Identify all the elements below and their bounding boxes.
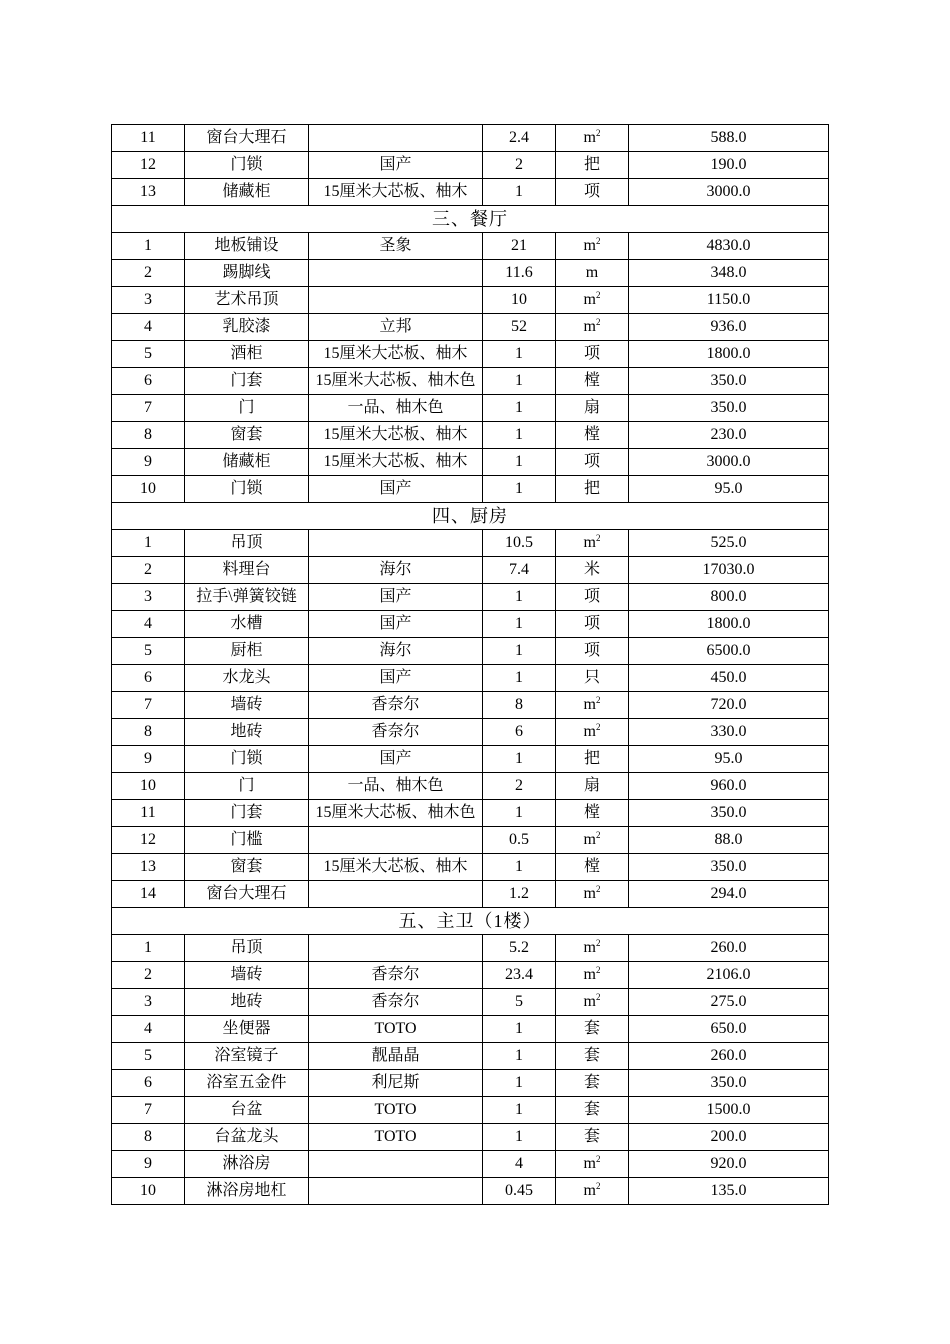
item-name-cell: 拉手\弹簧铰链 (185, 584, 309, 611)
item-name-cell: 厨柜 (185, 638, 309, 665)
table-row (112, 260, 829, 287)
amount-cell: 95.0 (629, 476, 829, 503)
unit-cell: 项 (556, 449, 629, 476)
table-row (112, 989, 829, 1016)
item-number-cell: 2 (112, 260, 185, 287)
item-name-cell: 吊顶 (185, 530, 309, 557)
quantity-cell: 1 (483, 368, 556, 395)
unit-cell: $m^2$ (556, 287, 629, 314)
amount-cell: 800.0 (629, 584, 829, 611)
item-number-cell: 11 (112, 125, 185, 152)
brand-spec-cell: 海尔 (309, 557, 483, 584)
item-name-cell: 乳胶漆 (185, 314, 309, 341)
table-row (112, 881, 829, 908)
unit-cell: 套 (556, 1043, 629, 1070)
table-row (112, 854, 829, 881)
quantity-cell: 10.5 (483, 530, 556, 557)
table-row (112, 584, 829, 611)
amount-cell: 1800.0 (629, 341, 829, 368)
amount-cell: 330.0 (629, 719, 829, 746)
unit-cell: 套 (556, 1124, 629, 1151)
table-row (112, 962, 829, 989)
unit-cell: $m^2$ (556, 530, 629, 557)
item-name-cell: 门 (185, 395, 309, 422)
amount-cell: 960.0 (629, 773, 829, 800)
quantity-cell: 1 (483, 449, 556, 476)
item-number-cell: 3 (112, 584, 185, 611)
item-number-cell: 6 (112, 368, 185, 395)
item-name-cell: 艺术吊顶 (185, 287, 309, 314)
unit-cell: 樘 (556, 800, 629, 827)
quantity-cell: 6 (483, 719, 556, 746)
brand-spec-cell: 国产 (309, 611, 483, 638)
table-row (112, 827, 829, 854)
brand-spec-cell: 15厘米大芯板、柚木色 (309, 368, 483, 395)
brand-spec-cell: 立邦 (309, 314, 483, 341)
superscript-two: 2 (595, 236, 601, 246)
brand-spec-cell (309, 125, 483, 152)
item-number-cell: 13 (112, 179, 185, 206)
brand-spec-cell: 一品、柚木色 (309, 773, 483, 800)
item-number-cell: 5 (112, 638, 185, 665)
item-number-cell: 5 (112, 1043, 185, 1070)
unit-cell: $m^2$ (556, 1178, 629, 1205)
table-row (112, 287, 829, 314)
amount-cell: 4830.0 (629, 233, 829, 260)
brand-spec-cell: 国产 (309, 746, 483, 773)
quantity-cell: 5 (483, 989, 556, 1016)
brand-spec-cell: 利尼斯 (309, 1070, 483, 1097)
item-name-cell: 浴室五金件 (185, 1070, 309, 1097)
item-name-cell: 踢脚线 (185, 260, 309, 287)
quantity-cell: 23.4 (483, 962, 556, 989)
brand-spec-cell: TOTO (309, 1124, 483, 1151)
table-row (112, 1151, 829, 1178)
item-name-cell: 水龙头 (185, 665, 309, 692)
amount-cell: 95.0 (629, 746, 829, 773)
table-row (112, 314, 829, 341)
table-row (112, 1043, 829, 1070)
unit-cell: 把 (556, 152, 629, 179)
item-number-cell: 8 (112, 422, 185, 449)
unit-cell: 樘 (556, 422, 629, 449)
brand-spec-cell: 国产 (309, 665, 483, 692)
brand-spec-cell (309, 287, 483, 314)
unit-cell: $m^2$ (556, 719, 629, 746)
amount-cell: 3000.0 (629, 449, 829, 476)
item-name-cell: 地砖 (185, 989, 309, 1016)
item-name-cell: 窗台大理石 (185, 881, 309, 908)
item-number-cell: 13 (112, 854, 185, 881)
amount-cell: 936.0 (629, 314, 829, 341)
brand-spec-cell: 国产 (309, 476, 483, 503)
unit-cell: 樘 (556, 854, 629, 881)
item-number-cell: 11 (112, 800, 185, 827)
section-title: 四、厨房 (112, 503, 829, 530)
item-name-cell: 门锁 (185, 746, 309, 773)
quantity-cell: 1 (483, 476, 556, 503)
table-row (112, 179, 829, 206)
item-name-cell: 地板铺设 (185, 233, 309, 260)
item-number-cell: 7 (112, 692, 185, 719)
item-name-cell: 水槽 (185, 611, 309, 638)
item-name-cell: 浴室镜子 (185, 1043, 309, 1070)
table-row (112, 800, 829, 827)
item-name-cell: 吊顶 (185, 935, 309, 962)
item-number-cell: 8 (112, 719, 185, 746)
brand-spec-cell (309, 530, 483, 557)
item-number-cell: 4 (112, 1016, 185, 1043)
unit-cell: 套 (556, 1097, 629, 1124)
brand-spec-cell: 15厘米大芯板、柚木 (309, 422, 483, 449)
item-number-cell: 5 (112, 341, 185, 368)
table-body (112, 125, 829, 1205)
quantity-cell: 2 (483, 152, 556, 179)
item-number-cell: 14 (112, 881, 185, 908)
table-row (112, 233, 829, 260)
quantity-cell: 1 (483, 341, 556, 368)
item-name-cell: 门锁 (185, 476, 309, 503)
table-row (112, 476, 829, 503)
superscript-two: 2 (595, 317, 601, 327)
unit-cell: $m^2$ (556, 935, 629, 962)
amount-cell: 260.0 (629, 1043, 829, 1070)
unit-cell: $m^2$ (556, 314, 629, 341)
unit-cell: 米 (556, 557, 629, 584)
unit-cell: $m^2$ (556, 962, 629, 989)
item-number-cell: 6 (112, 665, 185, 692)
item-number-cell: 4 (112, 314, 185, 341)
unit-cell: $m^2$ (556, 989, 629, 1016)
quantity-cell: 10 (483, 287, 556, 314)
unit-cell: $m^2$ (556, 881, 629, 908)
unit-cell: 项 (556, 341, 629, 368)
item-name-cell: 台盆 (185, 1097, 309, 1124)
brand-spec-cell: TOTO (309, 1097, 483, 1124)
amount-cell: 348.0 (629, 260, 829, 287)
table-row (112, 611, 829, 638)
quantity-cell: 1 (483, 854, 556, 881)
item-number-cell: 8 (112, 1124, 185, 1151)
quantity-cell: 1 (483, 665, 556, 692)
unit-cell: $m^2$ (556, 827, 629, 854)
brand-spec-cell: 15厘米大芯板、柚木色 (309, 800, 483, 827)
item-number-cell: 2 (112, 962, 185, 989)
amount-cell: 350.0 (629, 800, 829, 827)
table-row (112, 746, 829, 773)
brand-spec-cell (309, 827, 483, 854)
amount-cell: 650.0 (629, 1016, 829, 1043)
unit-cell: $m^2$ (556, 125, 629, 152)
quantity-cell: 1 (483, 395, 556, 422)
item-number-cell: 7 (112, 1097, 185, 1124)
item-number-cell: 10 (112, 773, 185, 800)
quantity-cell: 1 (483, 584, 556, 611)
section-header-row (112, 503, 829, 530)
table-row (112, 935, 829, 962)
unit-cell: 把 (556, 476, 629, 503)
item-name-cell: 门 (185, 773, 309, 800)
brand-spec-cell: 圣象 (309, 233, 483, 260)
section-title: 五、主卫（1楼） (112, 908, 829, 935)
quantity-cell: 1 (483, 800, 556, 827)
table-row (112, 1178, 829, 1205)
table-row (112, 665, 829, 692)
superscript-two: 2 (595, 992, 601, 1002)
amount-cell: 230.0 (629, 422, 829, 449)
quantity-cell: 8 (483, 692, 556, 719)
table-row (112, 341, 829, 368)
item-name-cell: 坐便器 (185, 1016, 309, 1043)
superscript-two: 2 (595, 128, 601, 138)
unit-cell: $m^2$ (556, 1151, 629, 1178)
brand-spec-cell (309, 1178, 483, 1205)
unit-cell: 只 (556, 665, 629, 692)
quantity-cell: 7.4 (483, 557, 556, 584)
amount-cell: 2106.0 (629, 962, 829, 989)
item-number-cell: 1 (112, 233, 185, 260)
amount-cell: 294.0 (629, 881, 829, 908)
item-name-cell: 窗台大理石 (185, 125, 309, 152)
item-name-cell: 门锁 (185, 152, 309, 179)
superscript-two: 2 (595, 695, 601, 705)
section-header-row (112, 206, 829, 233)
item-number-cell: 9 (112, 449, 185, 476)
quantity-cell: 1 (483, 1070, 556, 1097)
table-row (112, 692, 829, 719)
amount-cell: 920.0 (629, 1151, 829, 1178)
brand-spec-cell: 15厘米大芯板、柚木 (309, 449, 483, 476)
amount-cell: 588.0 (629, 125, 829, 152)
table-row (112, 422, 829, 449)
table-row (112, 1124, 829, 1151)
item-name-cell: 淋浴房 (185, 1151, 309, 1178)
unit-cell: 把 (556, 746, 629, 773)
unit-cell: 樘 (556, 368, 629, 395)
quantity-cell: 1 (483, 1124, 556, 1151)
brand-spec-cell: 15厘米大芯板、柚木 (309, 341, 483, 368)
amount-cell: 525.0 (629, 530, 829, 557)
quantity-cell: 1.2 (483, 881, 556, 908)
quantity-cell: 52 (483, 314, 556, 341)
item-name-cell: 酒柜 (185, 341, 309, 368)
item-name-cell: 门套 (185, 800, 309, 827)
quantity-cell: 21 (483, 233, 556, 260)
item-name-cell: 淋浴房地杠 (185, 1178, 309, 1205)
superscript-two: 2 (595, 965, 601, 975)
unit-cell: 项 (556, 584, 629, 611)
item-number-cell: 7 (112, 395, 185, 422)
item-number-cell: 10 (112, 476, 185, 503)
unit-cell: 项 (556, 638, 629, 665)
brand-spec-cell: TOTO (309, 1016, 483, 1043)
brand-spec-cell: 海尔 (309, 638, 483, 665)
amount-cell: 350.0 (629, 395, 829, 422)
table-row (112, 530, 829, 557)
amount-cell: 350.0 (629, 368, 829, 395)
item-number-cell: 4 (112, 611, 185, 638)
amount-cell: 190.0 (629, 152, 829, 179)
item-number-cell: 9 (112, 1151, 185, 1178)
renovation-quote-table (111, 124, 829, 1205)
item-name-cell: 门槛 (185, 827, 309, 854)
item-number-cell: 2 (112, 557, 185, 584)
unit-cell: 套 (556, 1070, 629, 1097)
superscript-two: 2 (595, 533, 601, 543)
amount-cell: 3000.0 (629, 179, 829, 206)
quantity-cell: 5.2 (483, 935, 556, 962)
brand-spec-cell: 靓晶晶 (309, 1043, 483, 1070)
table-row (112, 773, 829, 800)
amount-cell: 350.0 (629, 854, 829, 881)
amount-cell: 6500.0 (629, 638, 829, 665)
table-row (112, 719, 829, 746)
item-name-cell: 台盆龙头 (185, 1124, 309, 1151)
brand-spec-cell: 香奈尔 (309, 989, 483, 1016)
item-number-cell: 3 (112, 287, 185, 314)
superscript-two: 2 (595, 830, 601, 840)
quantity-cell: 11.6 (483, 260, 556, 287)
item-name-cell: 储藏柜 (185, 449, 309, 476)
item-number-cell: 12 (112, 152, 185, 179)
table-row (112, 557, 829, 584)
quantity-cell: 4 (483, 1151, 556, 1178)
quantity-cell: 1 (483, 1097, 556, 1124)
brand-spec-cell: 香奈尔 (309, 962, 483, 989)
brand-spec-cell: 一品、柚木色 (309, 395, 483, 422)
brand-spec-cell: 香奈尔 (309, 692, 483, 719)
item-name-cell: 墙砖 (185, 692, 309, 719)
quantity-cell: 1 (483, 746, 556, 773)
item-name-cell: 窗套 (185, 854, 309, 881)
table-row (112, 152, 829, 179)
brand-spec-cell (309, 260, 483, 287)
quote-table-container (111, 124, 828, 1205)
section-title: 三、餐厅 (112, 206, 829, 233)
brand-spec-cell: 国产 (309, 152, 483, 179)
amount-cell: 275.0 (629, 989, 829, 1016)
unit-cell: 套 (556, 1016, 629, 1043)
amount-cell: 17030.0 (629, 557, 829, 584)
amount-cell: 1500.0 (629, 1097, 829, 1124)
brand-spec-cell: 15厘米大芯板、柚木 (309, 179, 483, 206)
item-number-cell: 6 (112, 1070, 185, 1097)
unit-cell: 项 (556, 611, 629, 638)
quantity-cell: 1 (483, 179, 556, 206)
amount-cell: 135.0 (629, 1178, 829, 1205)
item-name-cell: 地砖 (185, 719, 309, 746)
quantity-cell: 2.4 (483, 125, 556, 152)
section-header-row (112, 908, 829, 935)
brand-spec-cell (309, 1151, 483, 1178)
superscript-two: 2 (595, 1154, 601, 1164)
unit-cell: 项 (556, 179, 629, 206)
unit-cell: 扇 (556, 395, 629, 422)
superscript-two: 2 (595, 290, 601, 300)
table-row (112, 395, 829, 422)
table-row (112, 449, 829, 476)
quantity-cell: 1 (483, 638, 556, 665)
item-number-cell: 3 (112, 989, 185, 1016)
quantity-cell: 1 (483, 1043, 556, 1070)
brand-spec-cell: 15厘米大芯板、柚木 (309, 854, 483, 881)
amount-cell: 450.0 (629, 665, 829, 692)
amount-cell: 720.0 (629, 692, 829, 719)
amount-cell: 88.0 (629, 827, 829, 854)
quantity-cell: 0.45 (483, 1178, 556, 1205)
table-row (112, 1097, 829, 1124)
table-row (112, 1070, 829, 1097)
table-row (112, 368, 829, 395)
item-name-cell: 料理台 (185, 557, 309, 584)
brand-spec-cell (309, 935, 483, 962)
quantity-cell: 1 (483, 611, 556, 638)
superscript-two: 2 (595, 722, 601, 732)
table-row (112, 638, 829, 665)
quantity-cell: 2 (483, 773, 556, 800)
amount-cell: 200.0 (629, 1124, 829, 1151)
superscript-two: 2 (595, 938, 601, 948)
table-row (112, 1016, 829, 1043)
item-number-cell: 1 (112, 530, 185, 557)
item-name-cell: 储藏柜 (185, 179, 309, 206)
table-row (112, 125, 829, 152)
quantity-cell: 0.5 (483, 827, 556, 854)
unit-cell: $m^2$ (556, 233, 629, 260)
amount-cell: 1800.0 (629, 611, 829, 638)
unit-cell: $m^2$ (556, 692, 629, 719)
superscript-two: 2 (595, 1181, 601, 1191)
item-number-cell: 10 (112, 1178, 185, 1205)
superscript-two: 2 (595, 884, 601, 894)
unit-cell: 扇 (556, 773, 629, 800)
amount-cell: 1150.0 (629, 287, 829, 314)
quantity-cell: 1 (483, 422, 556, 449)
amount-cell: 350.0 (629, 1070, 829, 1097)
item-number-cell: 9 (112, 746, 185, 773)
item-number-cell: 12 (112, 827, 185, 854)
unit-cell: m (556, 260, 629, 287)
quantity-cell: 1 (483, 1016, 556, 1043)
item-name-cell: 窗套 (185, 422, 309, 449)
amount-cell: 260.0 (629, 935, 829, 962)
brand-spec-cell (309, 881, 483, 908)
item-name-cell: 门套 (185, 368, 309, 395)
brand-spec-cell: 香奈尔 (309, 719, 483, 746)
brand-spec-cell: 国产 (309, 584, 483, 611)
item-name-cell: 墙砖 (185, 962, 309, 989)
item-number-cell: 1 (112, 935, 185, 962)
